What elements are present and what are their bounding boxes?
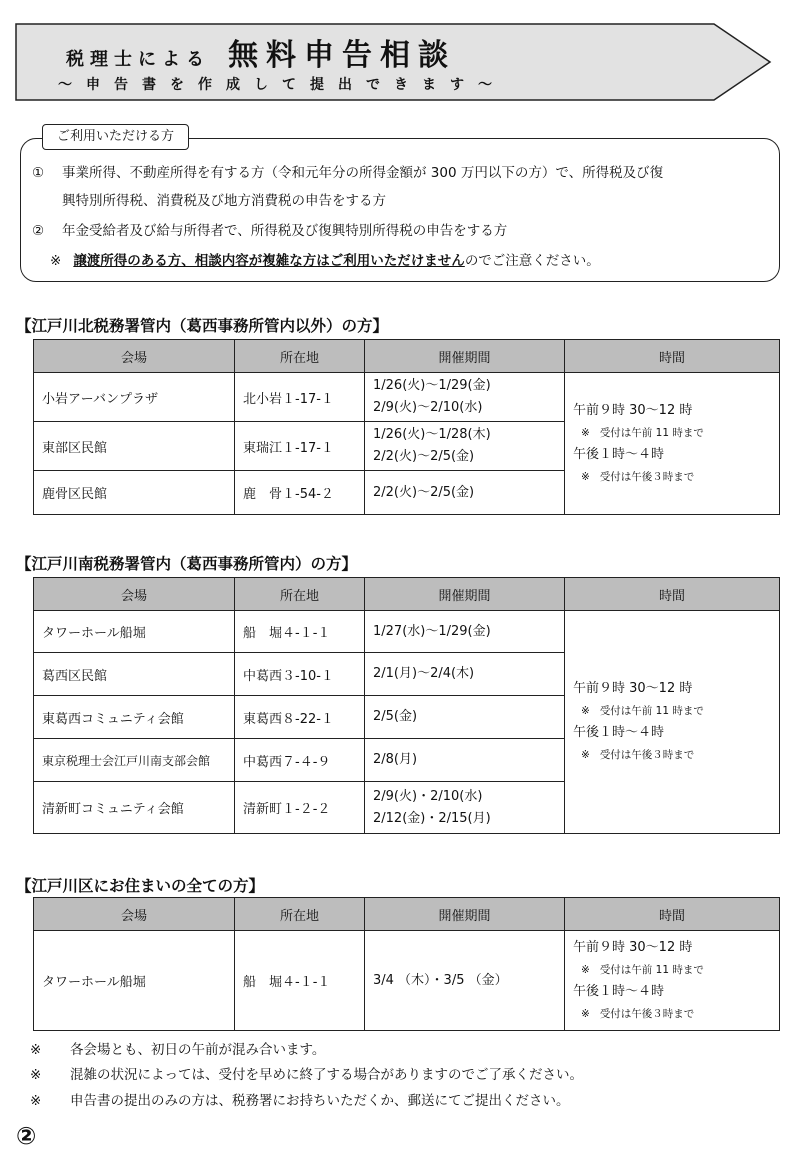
footnote-1 (30, 1038, 325, 1058)
table-header-row (34, 898, 780, 931)
venue-time (565, 373, 780, 515)
title-banner (14, 22, 774, 102)
banner-subtitle: ～申告書を作成して提出できます～ (58, 77, 506, 93)
venue-name: タワーホール船堀 (34, 611, 235, 653)
eligibility-item-1-continuation: 興特別所得税、消費税及び地方消費税の申告をする方 (62, 193, 386, 209)
venue-period: 3/4 （木）・3/5 （金） (365, 931, 565, 1031)
venue-period (365, 422, 565, 471)
venue-name: 清新町コミュニティ会館 (34, 782, 235, 834)
header-period: 開催期間 (365, 340, 565, 373)
venue-address: 清新町１-２-２ (235, 782, 365, 834)
table-row (34, 611, 780, 653)
header-venue: 会場 (34, 578, 235, 611)
eligibility-item-1-text: 事業所得、不動産所得を有する方（令和元年分の所得金額が 300 万円以下の方）で、所得税及び復 (62, 165, 664, 181)
note-mark: ※ (50, 253, 62, 269)
time-morning: 午前９時 30～12 時 (573, 939, 693, 955)
banner-title (66, 30, 716, 74)
time-morning: 午前９時 30～12 時 (573, 402, 693, 418)
venue-period: 2/5(金) (365, 696, 565, 739)
eligibility-item-1-number: ① (32, 165, 45, 181)
venue-period (365, 373, 565, 422)
venue-time (565, 931, 780, 1031)
time-afternoon-note: ※ 受付は午後３時まで (581, 1007, 695, 1020)
header-address: 所在地 (235, 340, 365, 373)
note-mark: ※ (30, 1067, 42, 1083)
venue-period: 2/1(月)～2/4(木) (365, 653, 565, 696)
period-line: 2/2(火)～2/5(金) (373, 449, 475, 464)
venue-period: 1/27(水)～1/29(金) (365, 611, 565, 653)
header-period: 開催期間 (365, 578, 565, 611)
footnote-2 (30, 1063, 583, 1083)
venue-name: 東京税理士会江戸川南支部会館 (34, 739, 235, 782)
venue-name: 小岩アーバンプラザ (34, 373, 235, 422)
venue-address: 鹿 骨１-54-２ (235, 471, 365, 515)
venue-name: タワーホール船堀 (34, 931, 235, 1031)
note-mark: ※ (30, 1042, 42, 1058)
venue-period: 2/2(火)～2/5(金) (365, 471, 565, 515)
section-heading-edogawa-kita: 【江戸川北税務署管内（葛西事務所管内以外）の方】 (16, 317, 389, 335)
venue-address: 東瑞江１-17-１ (235, 422, 365, 471)
banner-title-prefix: 税理士による (66, 49, 210, 70)
venue-period: 2/8(月) (365, 739, 565, 782)
footnote-text: 混雑の状況によっては、受付を早めに終了する場合がありますのでご了承ください。 (70, 1067, 583, 1083)
time-afternoon-note: ※ 受付は午後３時まで (581, 470, 695, 483)
venue-name: 東葛西コミュニティ会館 (34, 696, 235, 739)
venue-address: 中葛西７-４-９ (235, 739, 365, 782)
footnote-text: 各会場とも、初日の午前が混み合います。 (70, 1042, 326, 1058)
note-mark: ※ (30, 1093, 42, 1109)
eligibility-note-rest: のでご注意ください。 (464, 253, 600, 269)
header-time: 時間 (565, 340, 780, 373)
footnote-3 (30, 1089, 570, 1109)
table-header-row (34, 340, 780, 373)
period-line: 2/9(火)～2/10(水) (373, 400, 483, 415)
venue-address: 北小岩１-17-１ (235, 373, 365, 422)
time-morning-note: ※ 受付は午前 11 時まで (581, 963, 704, 976)
period-line: 2/12(金)・2/15(月) (373, 810, 491, 826)
eligibility-item-2-text: 年金受給者及び給与所得者で、所得税及び復興特別所得税の申告をする方 (62, 223, 508, 239)
time-morning-note: ※ 受付は午前 11 時まで (581, 426, 704, 439)
page-number: ② (16, 1122, 37, 1150)
table-header-row (34, 578, 780, 611)
time-morning: 午前９時 30～12 時 (573, 681, 693, 696)
period-line: 2/9(火)・2/10(水) (373, 788, 483, 804)
table-row (34, 931, 780, 1031)
eligibility-item-2 (32, 218, 507, 244)
venue-address: 中葛西３-10-１ (235, 653, 365, 696)
venue-table-edogawa-minami (33, 577, 780, 834)
header-address: 所在地 (235, 578, 365, 611)
eligibility-note-emphasis: 譲渡所得のある方、相談内容が複雑な方はご利用いただけません (73, 253, 465, 269)
venue-period (365, 782, 565, 834)
venue-name: 鹿骨区民館 (34, 471, 235, 515)
time-morning-note: ※ 受付は午前 11 時まで (581, 705, 704, 717)
time-afternoon: 午後１時～４時 (573, 446, 665, 462)
time-afternoon-note: ※ 受付は午後３時まで (581, 749, 695, 761)
time-afternoon: 午後１時～４時 (573, 725, 665, 740)
eligibility-item-2-number: ② (32, 223, 45, 239)
eligibility-note (50, 248, 600, 274)
eligibility-label: ご利用いただける方 (42, 124, 189, 150)
venue-time (565, 611, 780, 834)
section-heading-all-residents: 【江戸川区にお住まいの全ての方】 (16, 877, 265, 895)
time-afternoon: 午後１時～４時 (573, 983, 665, 999)
table-row (34, 373, 780, 422)
banner-title-main: 無料申告相談 (228, 38, 457, 73)
header-venue: 会場 (34, 898, 235, 931)
venue-table-edogawa-kita (33, 339, 780, 515)
venue-address: 東葛西８-22-１ (235, 696, 365, 739)
header-address: 所在地 (235, 898, 365, 931)
header-time: 時間 (565, 898, 780, 931)
header-period: 開催期間 (365, 898, 565, 931)
period-line: 1/26(火)～1/28(木) (373, 427, 491, 442)
eligibility-item-1 (32, 160, 663, 186)
venue-name: 東部区民館 (34, 422, 235, 471)
venue-table-all-residents (33, 897, 780, 1031)
header-venue: 会場 (34, 340, 235, 373)
section-heading-edogawa-minami: 【江戸川南税務署管内（葛西事務所管内）の方】 (16, 555, 358, 573)
venue-name: 葛西区民館 (34, 653, 235, 696)
venue-address: 船 堀４-１-１ (235, 611, 365, 653)
period-line: 1/26(火)～1/29(金) (373, 378, 491, 393)
footnote-text: 申告書の提出のみの方は、税務署にお持ちいただくか、郵送にてご提出ください。 (70, 1093, 570, 1109)
venue-address: 船 堀４-１-１ (235, 931, 365, 1031)
header-time: 時間 (565, 578, 780, 611)
